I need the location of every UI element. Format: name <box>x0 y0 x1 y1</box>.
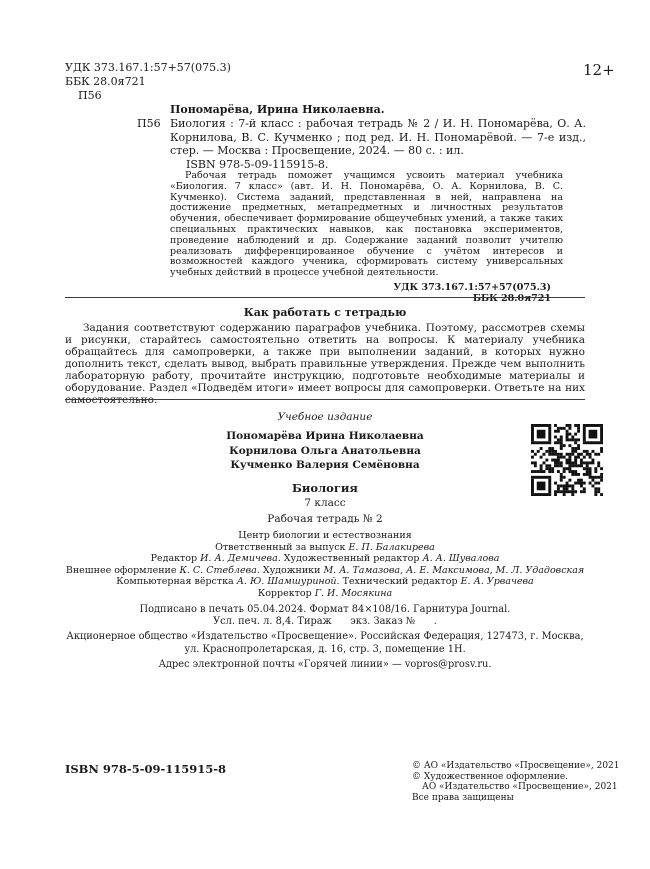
publisher-address-line: ул. Краснопролетарская, д. 16, стр. 3, помещение 1Н. <box>184 643 466 655</box>
edition-type-label: Учебное издание <box>277 411 373 423</box>
book-subtitle: Рабочая тетрадь № 2 <box>267 513 383 525</box>
print-info-line: Подписано в печать 05.04.2024. Формат 84×108/16. Гарнитура Journal. <box>139 604 511 615</box>
author-name: Корнилова Ольга Анатольевна <box>229 444 421 457</box>
text-segment: . Технический редактор <box>336 576 461 588</box>
text-segment: Компьютерная вёрстка <box>116 576 237 588</box>
classification-codes-bold <box>170 282 563 305</box>
copyright-line: © Художественное оформление. <box>412 771 569 782</box>
authors-block <box>65 429 585 473</box>
author-heading: Пономарёва, Ирина Николаевна. <box>170 103 385 116</box>
bbk-code-bold: ББК 28.0я721 <box>472 293 551 305</box>
print-info-line: Усл. печ. л. 8,4. Тираж экз. Заказ № . <box>213 616 437 628</box>
text-segment: И. А. Демичева <box>200 553 278 565</box>
classification-codes <box>65 61 231 103</box>
udk-code-bold: УДК 373.167.1:57+57(075.3) <box>393 281 551 293</box>
text-segment: Е. П. Балакирева <box>348 541 435 553</box>
credit-line <box>65 576 585 588</box>
isbn-top: ISBN 978-5-09-115915-8. <box>186 158 329 171</box>
text-segment: Центр биологии и естествознания <box>238 530 412 541</box>
credit-line <box>65 588 585 600</box>
age-rating-badge: 12+ <box>583 61 615 79</box>
print-info-block <box>65 604 585 671</box>
publisher-address-line: Акционерное общество «Издательство «Просвещение». Российская Федерация, 127473, г. Москва, <box>66 631 584 643</box>
book-grade: 7 класс <box>304 497 346 509</box>
credit-line <box>65 565 585 577</box>
text-segment: Внешнее оформление <box>65 564 180 576</box>
howto-text: Задания соответствуют содержанию параграфов учебника. Поэтому, рассмотрев схемы и рисунки, старайтесь самостоятельно ответить на вопросы. К материалу учебника обращайтесь для самопроверки, а также при выполнении заданий, в которых нужно дополнить текст, сделать вывод, выбрать правильные утверждения. Прежде чем выполнить лабораторную работу, прочитайте инструкцию, подготовьте необходимые материалы и оборудование. Раздел «Подведём итоги» имеет вопросы для самопроверки. Ответьте на них самостоятельно. <box>65 322 585 406</box>
isbn-bottom: ISBN 978-5-09-115915-8 <box>65 762 227 776</box>
text-segment: М. А. Тамазова, А. Е. Максимова, М. Л. Удадовская <box>323 564 585 576</box>
divider <box>65 297 585 298</box>
text-segment: Корректор <box>257 587 315 599</box>
annotation-block <box>170 171 563 305</box>
book-author-code: П56 <box>78 89 102 102</box>
text-segment: Ответственный за выпуск <box>215 541 349 553</box>
text-segment: Е. А. Урвачева <box>460 576 534 588</box>
text-segment: . Художественный редактор <box>277 553 423 565</box>
section-title: Как работать с тетрадью <box>243 306 407 319</box>
author-name: Кучменко Валерия Семёновна <box>230 459 420 471</box>
text-segment: К. С. Стеблева <box>179 564 257 576</box>
text-segment: Редактор <box>150 553 201 565</box>
bibliographic-record: Биология : 7-й класс : рабочая тетрадь № 2 / И. Н. Пономарёва, О. А. Корнилова, В. С. Кучменко ; под ред. И. Н. Пономарёвой. — 7-е изд., стер. — Москва : Просвещение, 2024. — 80 с. : ил. <box>170 117 586 157</box>
text-segment: . Художники <box>256 564 324 576</box>
udk-code: УДК 373.167.1:57+57(075.3) <box>65 61 231 74</box>
copyright-line: АО «Издательство «Просвещение», 2021 <box>422 782 618 792</box>
hotline-email-line: Адрес электронной почты «Горячей линии» — vopros@prosv.ru. <box>158 658 492 670</box>
book-title: Биология <box>292 481 358 495</box>
copyright-line: © АО «Издательство «Просвещение», 2021 <box>412 761 620 771</box>
bib-margin-code: П56 <box>137 117 161 130</box>
credit-line <box>65 542 585 554</box>
text-segment: Г. И. Мосякина <box>314 587 393 599</box>
staff-credits <box>65 530 585 600</box>
bbk-code: ББК 28.0я721 <box>65 75 146 88</box>
text-segment: А. Ю. Шамшуриной <box>236 576 337 588</box>
annotation-text: Рабочая тетрадь поможет учащимся усвоить материал учебника «Биология. 7 класс» (авт. И. Н. Пономарёва, О. А. Корнилова, В. С. Кучменко). Система заданий, представленная в ней, направлена на достижение предметных, метапредметных и личностных результатов обучения, обеспечивает формирование общеучебных умений, а также таких специальных практических навыков, как постановка экспериментов, проведение наблюдений и др. Содержание заданий позволит учителю реализовать дифференцированное обучение с учётом интересов и возможностей каждого ученика, сформировать систему универсальных учебных действий в процессе учебной деятельности. <box>170 170 563 279</box>
credit-line <box>65 553 585 565</box>
copyright-block <box>412 761 620 803</box>
credit-line <box>65 530 585 542</box>
text-segment: А. А. Шувалова <box>422 553 500 565</box>
author-name: Пономарёва Ирина Николаевна <box>226 430 424 442</box>
copyright-line: Все права защищены <box>412 792 514 803</box>
divider <box>65 399 585 400</box>
